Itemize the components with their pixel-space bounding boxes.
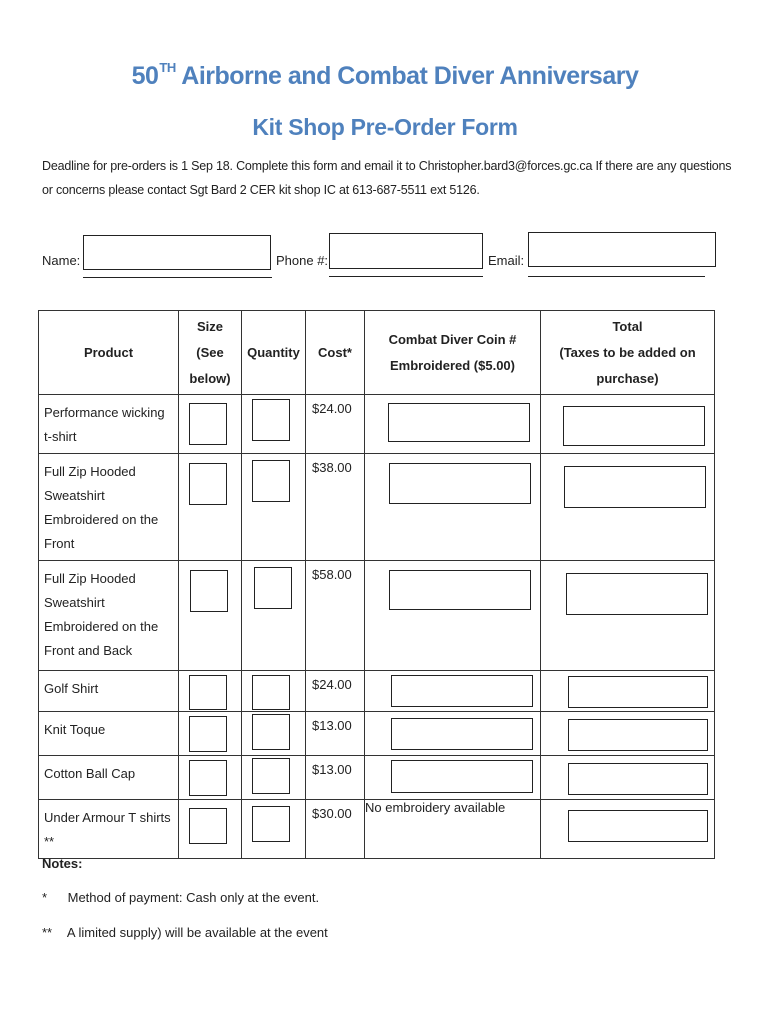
order-table [38,310,715,859]
quantity-input[interactable] [252,675,290,710]
header-cost: Cost* [306,311,365,395]
coin-cell [365,671,541,712]
quantity-cell [242,671,306,712]
product-cost: $13.00 [306,756,365,800]
header-product: Product [39,311,179,395]
product-name: Full Zip Hooded Sweatshirt Embroidered on the Front and Back [39,561,179,671]
table-row [39,800,715,859]
size-cell [179,561,242,671]
size-cell [179,712,242,756]
table-row [39,756,715,800]
table-row [39,454,715,561]
size-input[interactable] [189,760,227,796]
name-field[interactable] [83,235,271,270]
header-quantity: Quantity [242,311,306,395]
form-subtitle: Kit Shop Pre-Order Form [252,114,518,140]
product-name: Cotton Ball Cap [39,756,179,800]
quantity-input[interactable] [252,758,290,794]
quantity-input[interactable] [252,714,290,750]
size-cell [179,671,242,712]
total-cell [541,561,715,671]
table-row [39,671,715,712]
product-cost: $58.00 [306,561,365,671]
form-title: 50TH Airborne and Combat Diver Anniversary [131,60,639,90]
email-label: Email: [488,253,525,268]
product-name: Under Armour T shirts ** [39,800,179,859]
name-label: Name: [42,253,81,268]
coin-cell [365,454,541,561]
coin-input[interactable] [391,718,533,750]
superscript-th: TH [159,60,176,75]
quantity-cell [242,756,306,800]
note-marker: * [42,890,48,905]
coin-input[interactable] [391,760,533,793]
quantity-input[interactable] [252,460,290,502]
size-input[interactable] [190,570,228,612]
size-cell [179,395,242,454]
product-cost: $13.00 [306,712,365,756]
product-cost: $24.00 [306,671,365,712]
size-input[interactable] [189,808,227,844]
header-total: Total (Taxes to be added on purchase) [541,311,715,395]
product-cost: $24.00 [306,395,365,454]
total-input[interactable] [563,406,705,446]
product-name: Knit Toque [39,712,179,756]
note-text: A limited supply) will be available at the event [66,925,328,940]
size-input[interactable] [189,675,227,710]
header-coin: Combat Diver Coin # Embroidered ($5.00) [365,311,541,395]
total-input[interactable] [568,719,708,751]
total-input[interactable] [564,466,706,508]
quantity-cell [242,800,306,859]
note-item [42,890,319,905]
size-cell [179,756,242,800]
coin-cell [365,712,541,756]
quantity-input[interactable] [252,806,290,842]
coin-input[interactable] [389,570,531,610]
phone-field[interactable] [329,233,483,269]
total-cell [541,712,715,756]
table-row [39,395,715,454]
email-field[interactable] [528,232,716,267]
total-cell [541,454,715,561]
name-underline [83,277,272,278]
note-marker: ** [42,925,53,940]
coin-input[interactable] [389,463,531,504]
coin-input[interactable] [391,675,533,707]
email-underline [528,276,705,277]
product-name: Full Zip Hooded Sweatshirt Embroidered on the Front [39,454,179,561]
quantity-cell [242,395,306,454]
quantity-cell [242,712,306,756]
table-header-row [39,311,715,395]
coin-cell [365,756,541,800]
coin-input[interactable] [388,403,530,442]
total-input[interactable] [568,810,708,842]
note-text: Method of payment: Cash only at the event. [67,890,320,905]
total-cell [541,756,715,800]
phone-underline [329,276,483,277]
table-row [39,561,715,671]
note-item [42,925,328,940]
header-size: Size (See below) [179,311,242,395]
total-input[interactable] [566,573,708,615]
product-cost: $38.00 [306,454,365,561]
quantity-cell [242,561,306,671]
quantity-input[interactable] [252,399,290,441]
coin-cell [365,395,541,454]
product-name: Golf Shirt [39,671,179,712]
quantity-cell [242,454,306,561]
size-input[interactable] [189,463,227,505]
product-cost: $30.00 [306,800,365,859]
total-cell [541,800,715,859]
size-cell [179,800,242,859]
notes-heading: Notes: [42,856,83,871]
total-input[interactable] [568,676,708,708]
size-input[interactable] [189,403,227,445]
total-cell [541,395,715,454]
coin-cell [365,561,541,671]
total-input[interactable] [568,763,708,795]
quantity-input[interactable] [254,567,292,609]
table-row [39,712,715,756]
size-cell [179,454,242,561]
size-input[interactable] [189,716,227,752]
coin-note: No embroidery available [365,800,541,859]
intro-text: Deadline for pre-orders is 1 Sep 18. Complete this form and email it to Christopher.bard3@forces.gc.ca If there are any questions or concerns please contact Sgt Bard 2 CER kit shop IC at 613-687-5511 ext 5126. [42,159,732,197]
product-name: Performance wicking t-shirt [39,395,179,454]
phone-label: Phone #: [276,253,329,268]
total-cell [541,671,715,712]
